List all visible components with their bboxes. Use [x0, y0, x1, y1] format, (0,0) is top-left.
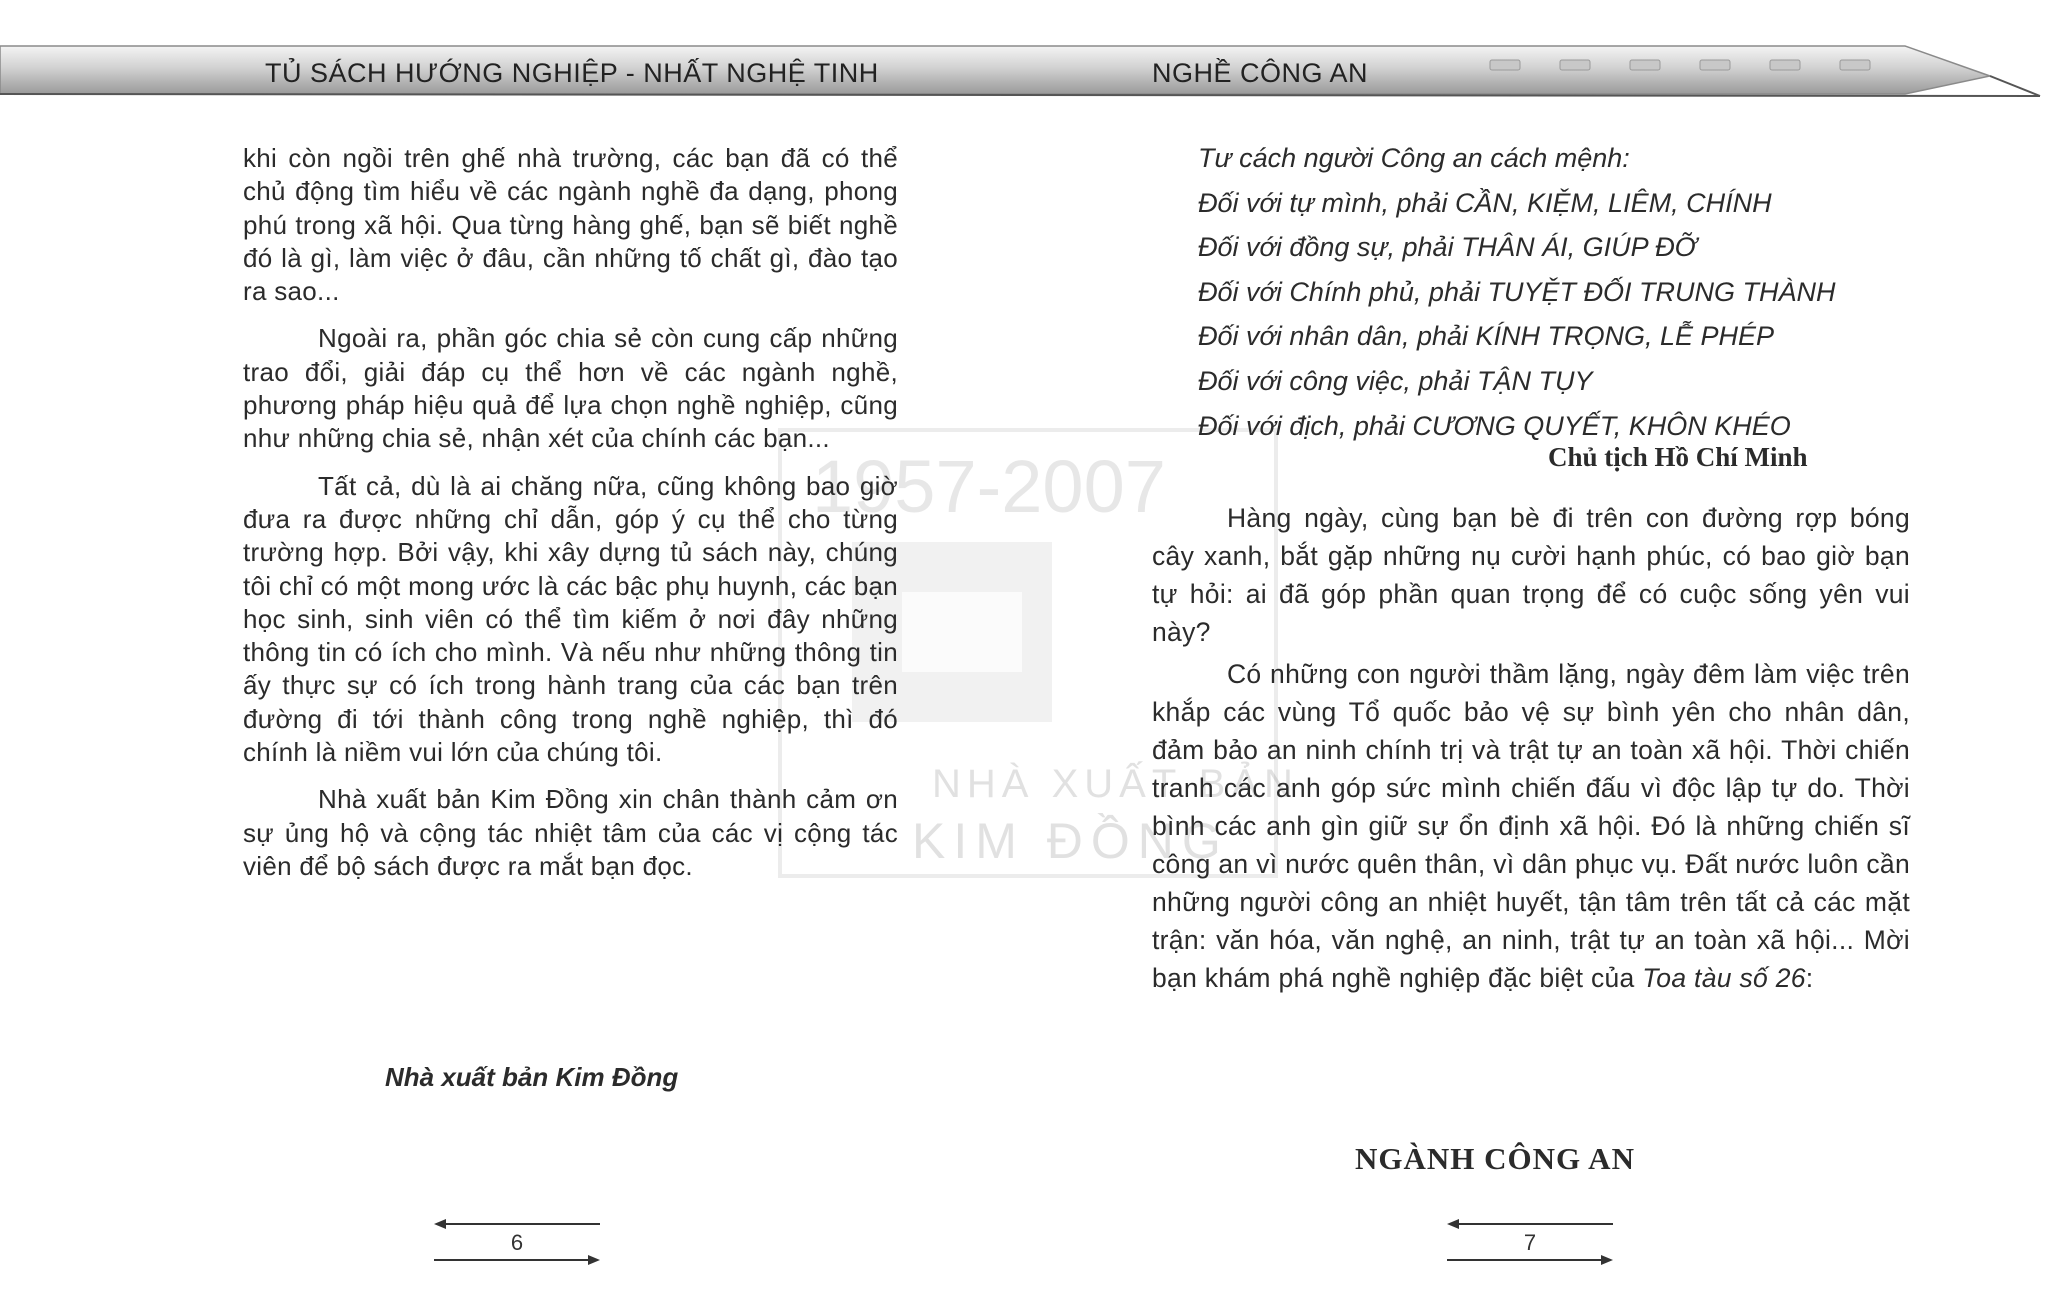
left-page-body	[243, 142, 898, 897]
quote-line: Đối với nhân dân, phải KÍNH TRỌNG, LỄ PHÉP	[1198, 321, 1775, 352]
page-number-left	[432, 1218, 602, 1268]
quote-line: Đối với tự mình, phải CẦN, KIỆM, LIÊM, CHÍNH	[1198, 187, 1772, 218]
right-paragraph-1: Hàng ngày, cùng bạn bè đi trên con đường rợp bóng cây xanh, bắt gặp những nụ cười hạnh phúc, có bao giờ bạn tự hỏi: ai đã góp phần quan trọng để có cuộc sống yên vui này?	[1152, 503, 1910, 647]
quote-line: Đối với đồng sự, phải THÂN ÁI, GIÚP ĐỠ	[1198, 232, 1697, 263]
book-title: NGHỀ CÔNG AN	[1152, 58, 1369, 88]
watermark-publisher-line1: NHÀ XUẤT BẢN	[932, 762, 1299, 806]
quote-line: Tư cách người Công an cách mệnh:	[1198, 143, 1630, 173]
right-page-body	[1152, 499, 1910, 1001]
watermark-logo-inner	[902, 592, 1022, 672]
right-paragraph-2-text: Có những con người thầm lặng, ngày đêm làm việc trên khắp các vùng Tổ quốc bảo vệ sự bình yên cho nhân dân, đảm bảo an ninh chính trị và trật tự an toàn xã hội. Thời chiến tranh các anh góp sức mình chiến đấu vì độc lập tự do. Thời bình các anh gìn giữ sự ổn định xã hội. Đó là những chiến sĩ công an vì nước quên thân, vì dân phục vụ. Đất nước luôn cần những người công an nhiệt huyết, tận tâm trên tất cả các mặt trận: văn hóa, văn nghệ, an ninh, trật tự an toàn xã hội... Mời bạn khám phá nghề nghiệp đặc biệt của	[1152, 659, 1910, 993]
page-number-right	[1445, 1218, 1615, 1268]
series-title: TỦ SÁCH HƯỚNG NGHIỆP - NHẤT NGHỆ TINH	[265, 58, 879, 88]
watermark-publisher-line2: KIM ĐỒNG	[912, 813, 1229, 869]
left-paragraph-1: khi còn ngồi trên ghế nhà trường, các bạn đã có thể chủ động tìm hiểu về các ngành nghề đa dạng, phong phú trong xã hội. Qua từng hàng ghế, bạn sẽ biết nghề đó là gì, làm việc ở đâu, cần những tố chất gì, đào tạo ra sao...	[243, 143, 898, 307]
publisher-signature: Nhà xuất bản Kim Đồng	[385, 1062, 679, 1092]
quote-line: Đối với Chính phủ, phải TUYỆT ĐỐI TRUNG THÀNH	[1198, 276, 1836, 307]
page-number: 7	[1523, 1230, 1537, 1255]
left-paragraph-2: Ngoài ra, phần góc chia sẻ còn cung cấp những trao đổi, giải đáp cụ thể hơn về các ngành nghề, phương pháp hiệu quả để lựa chọn nghề nghiệp, cũng như những chia sẻ, nhận xét của chính các bạn...	[243, 323, 898, 454]
page-number: 6	[510, 1230, 524, 1255]
left-paragraph-3: Tất cả, dù là ai chăng nữa, cũng không bao giờ đưa ra được những chỉ dẫn, góp ý cụ thể cho từng trường hợp. Bởi vậy, khi xây dựng tủ sách này, chúng tôi chỉ có một mong ước là các bậc phụ huynh, các bạn học sinh, sinh viên có thể tìm kiếm ở nơi đây những thông tin có ích cho mình. Và nếu như những thông tin ấy thực sự có ích trong hành trang của các bạn trên đường đi tới thành công trong nghề nghiệp, thì đó chính là niềm vui lớn của chúng tôi.	[243, 470, 898, 768]
toa-tau-reference: Toa tàu số 26	[1642, 963, 1806, 993]
right-paragraph-2	[1152, 655, 1910, 997]
quote-line: Đối với công việc, phải TẬN TỤY	[1198, 365, 1593, 396]
left-paragraph-4: Nhà xuất bản Kim Đồng xin chân thành cảm ơn sự ủng hộ và cộng tác nhiệt tâm của các vị cộng tác viên để bộ sách được ra mắt bạn đọc.	[243, 784, 898, 881]
ho-chi-minh-quote	[1198, 136, 1910, 448]
quote-author: Chủ tịch Hồ Chí Minh	[1548, 442, 1808, 472]
section-heading: NGÀNH CÔNG AN	[1355, 1141, 1635, 1176]
right-paragraph-2-end: :	[1805, 963, 1814, 993]
watermark-years: 1957-2007	[812, 445, 1166, 528]
quote-line: Đối với địch, phải CƯƠNG QUYẾT, KHÔN KHÉO	[1198, 410, 1791, 441]
